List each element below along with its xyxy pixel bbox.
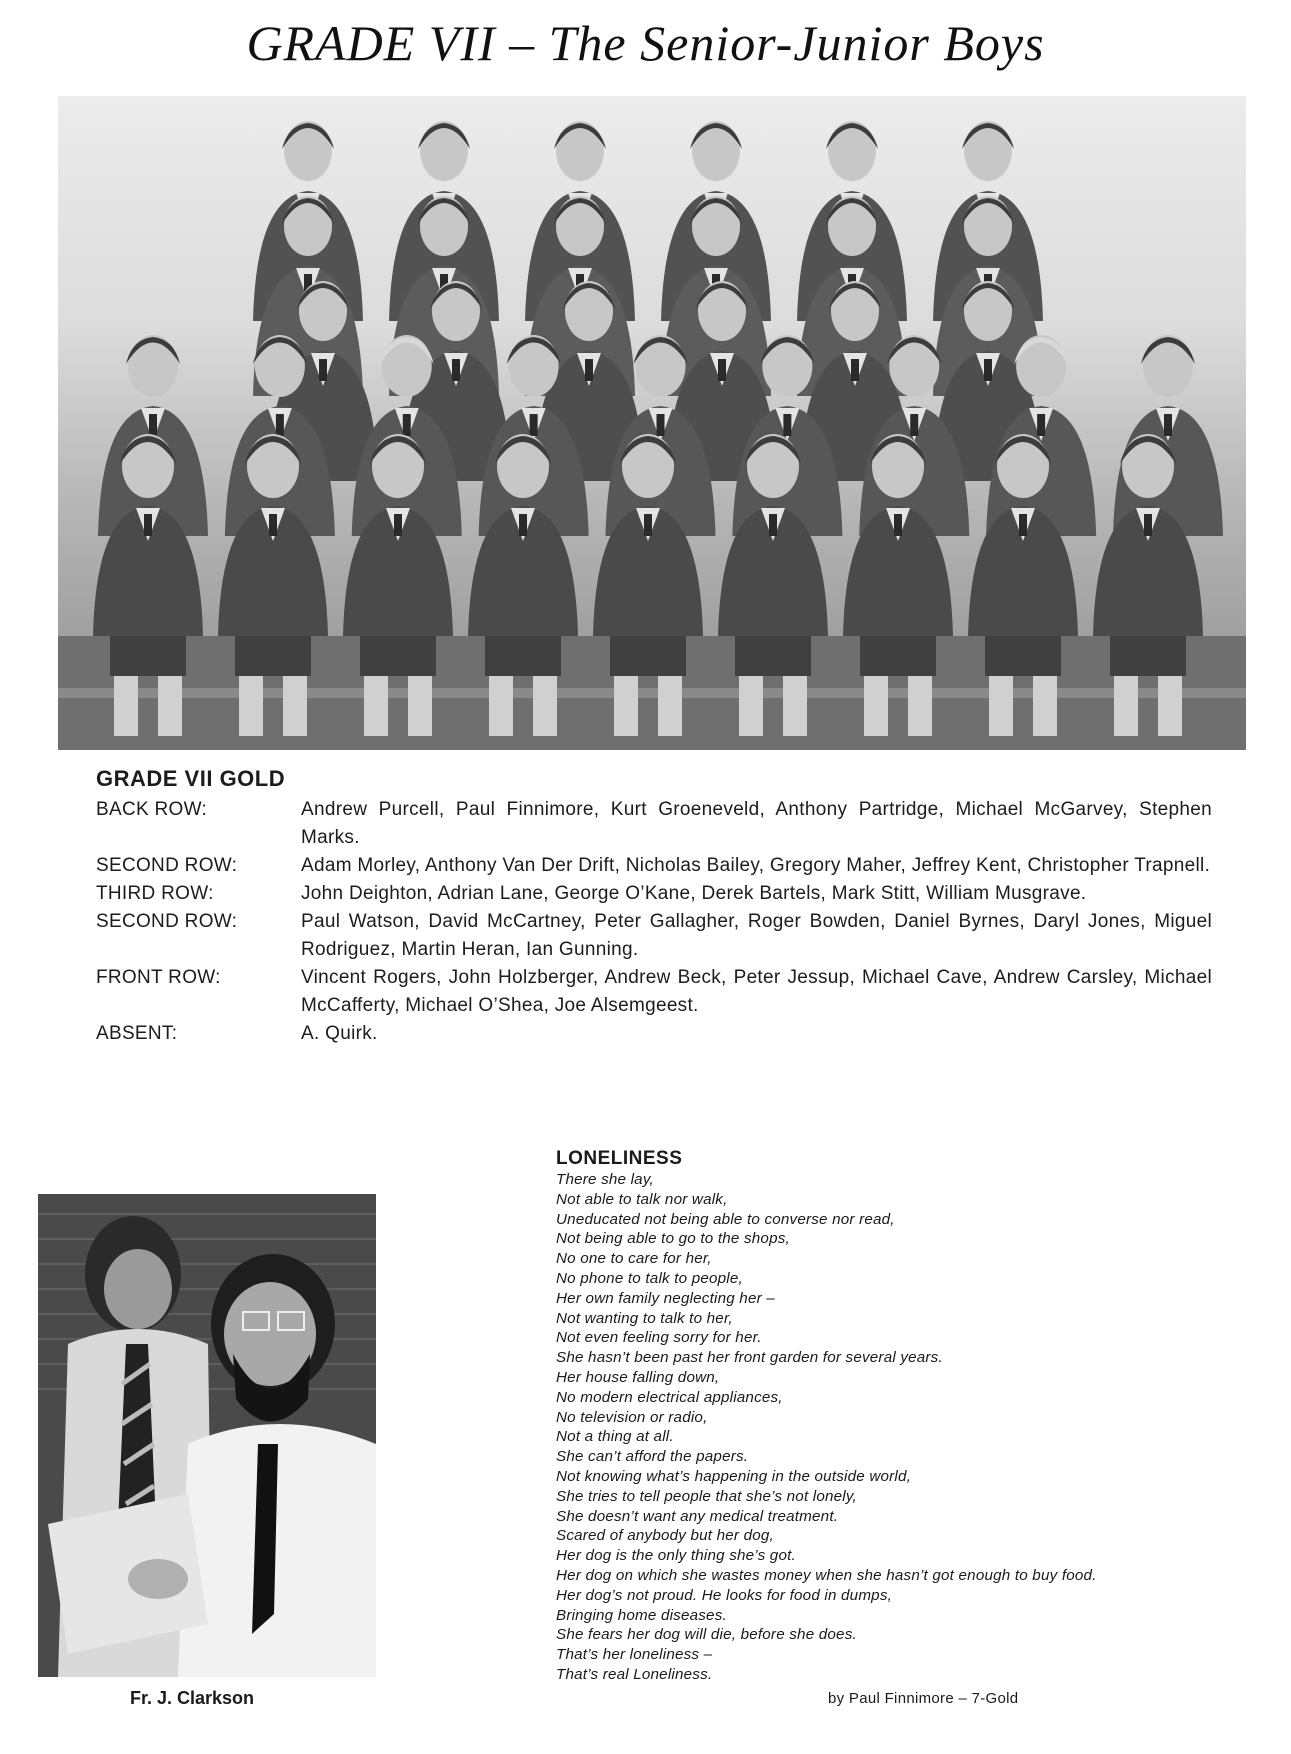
- class-roster: [96, 766, 1212, 1048]
- teacher-photo-illustration: [38, 1194, 376, 1677]
- poem-line: Not able to talk nor walk,: [556, 1190, 728, 1208]
- poem: [556, 1148, 1256, 1685]
- poem-line: She tries to tell people that she’s not lonely,: [556, 1487, 857, 1505]
- class-photo: [58, 96, 1246, 750]
- row-label: ABSENT:: [96, 1023, 178, 1044]
- poem-line: That’s her loneliness –: [556, 1646, 713, 1664]
- poem-line: Her dog’s not proud. He looks for food in dumps,: [556, 1586, 893, 1604]
- row-label: BACK ROW:: [96, 799, 208, 820]
- roster-row: [96, 964, 1212, 1020]
- roster-row: [96, 796, 1212, 852]
- row-label: SECOND ROW:: [96, 911, 238, 932]
- poem-line: She doesn’t want any medical treatment.: [556, 1507, 839, 1525]
- poem-line: Her dog is the only thing she’s got.: [556, 1547, 796, 1565]
- teacher-caption: Fr. J. Clarkson: [130, 1688, 255, 1708]
- teacher-photo: [38, 1194, 376, 1677]
- row-names: Andrew Purcell, Paul Finnimore, Kurt Groeneveld, Anthony Partridge, Michael McGarvey, Stephen Marks.: [301, 799, 1212, 848]
- poem-line: No phone to talk to people,: [556, 1269, 743, 1287]
- poem-line: Her house falling down,: [556, 1368, 720, 1386]
- poem-line: She fears her dog will die, before she does.: [556, 1626, 857, 1644]
- page-title: GRADE VII – The Senior-Junior Boys: [246, 15, 1045, 71]
- poem-line: Not being able to go to the shops,: [556, 1230, 790, 1248]
- roster-row: [96, 880, 1212, 908]
- poem-line: Her dog on which she wastes money when she hasn’t got enough to buy food.: [556, 1566, 1097, 1584]
- poem-line: No modern electrical appliances,: [556, 1388, 783, 1406]
- poem-title: LONELINESS: [556, 1148, 683, 1169]
- poem-line: Not knowing what’s happening in the outside world,: [556, 1467, 912, 1485]
- poem-line: No one to care for her,: [556, 1250, 712, 1268]
- poem-line: She hasn’t been past her front garden for several years.: [556, 1349, 943, 1367]
- row-names: Vincent Rogers, John Holzberger, Andrew Beck, Peter Jessup, Michael Cave, Andrew Carsley, Michael McCafferty, Michael O’Shea, Joe Alsemgeest.: [301, 967, 1212, 1016]
- roster-row: [96, 908, 1212, 964]
- poem-line: Uneducated not being able to converse nor read,: [556, 1210, 895, 1228]
- row-names: A. Quirk.: [301, 1023, 378, 1044]
- row-label: SECOND ROW:: [96, 855, 238, 876]
- roster-heading: GRADE VII GOLD: [96, 766, 286, 791]
- poem-line: There she lay,: [556, 1171, 654, 1188]
- poem-line: Her own family neglecting her –: [556, 1289, 775, 1307]
- poem-line: Bringing home diseases.: [556, 1606, 727, 1624]
- row-names: Adam Morley, Anthony Van Der Drift, Nicholas Bailey, Gregory Maher, Jeffrey Kent, Christopher Trapnell.: [301, 855, 1211, 876]
- poem-line: Not even feeling sorry for her.: [556, 1329, 762, 1347]
- poem-line: Scared of anybody but her dog,: [556, 1527, 774, 1545]
- poem-line: That’s real Loneliness.: [556, 1665, 713, 1683]
- poem-byline: by Paul Finnimore – 7-Gold: [828, 1690, 1019, 1707]
- row-label: FRONT ROW:: [96, 967, 221, 988]
- poem-line: She can’t afford the papers.: [556, 1448, 749, 1466]
- poem-line: No television or radio,: [556, 1408, 708, 1426]
- row-label: THIRD ROW:: [96, 883, 214, 904]
- poem-line: Not wanting to talk to her,: [556, 1309, 733, 1327]
- row-names: Paul Watson, David McCartney, Peter Gallagher, Roger Bowden, Daniel Byrnes, Daryl Jones, Miguel Rodriguez, Martin Heran, Ian Gunning.: [301, 911, 1212, 960]
- roster-row: [96, 1020, 1212, 1048]
- poem-line: Not a thing at all.: [556, 1428, 674, 1446]
- class-photo-illustration: [58, 96, 1246, 750]
- row-names: John Deighton, Adrian Lane, George O’Kane, Derek Bartels, Mark Stitt, William Musgrave.: [301, 883, 1087, 904]
- roster-row: [96, 852, 1212, 880]
